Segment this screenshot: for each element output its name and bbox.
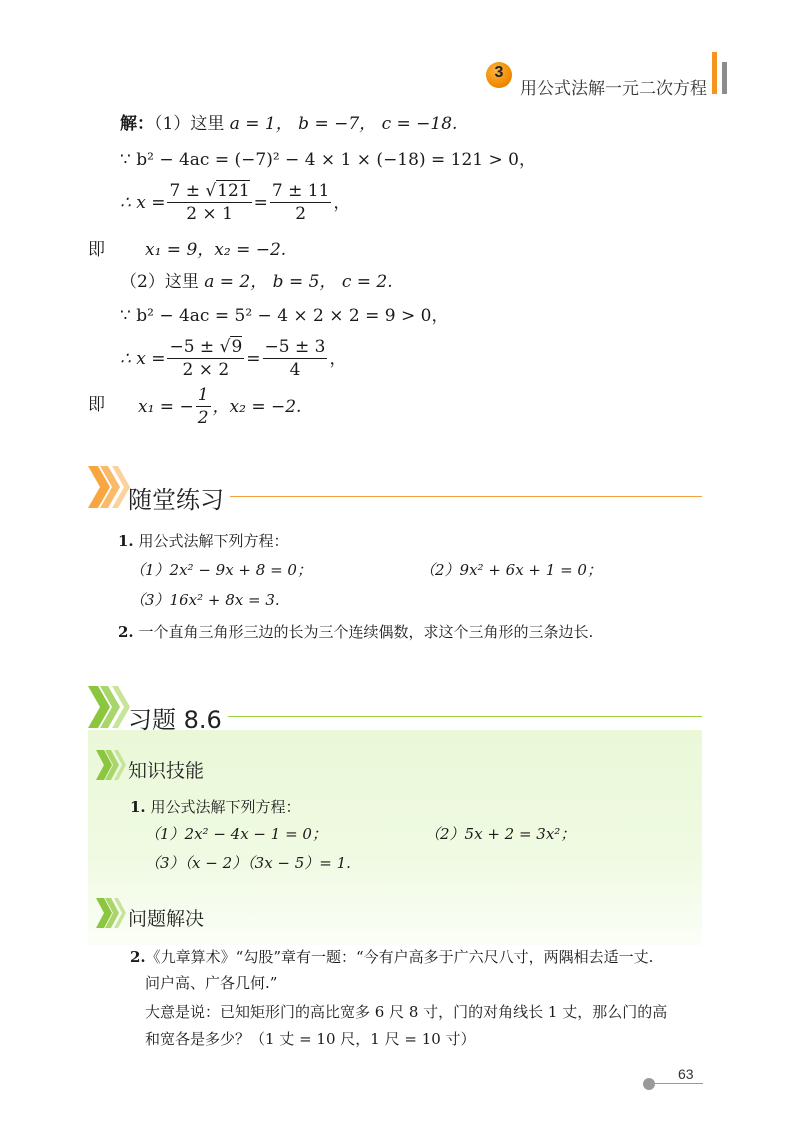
exercise-k1-item-1: （1）2x² − 4x − 1 = 0；: [145, 825, 327, 843]
exercise-p2-line4: 和宽各是多少？（1 丈 = 10 尺，1 尺 = 10 寸）: [145, 1030, 476, 1048]
chapter-title: 用公式法解一元二次方程: [520, 79, 707, 99]
exercise-p2-line1-text: 《九章算术》“勾股”章有一题：“今有户高多于广六尺八寸，两隅相去适一丈.: [145, 948, 654, 966]
p2-a: a = 2，: [204, 272, 268, 292]
p2-fraction-1: $\frac{-5 \pm √9}{2 \times 2}$: [169, 337, 243, 380]
because-symbol-2: ∵: [120, 306, 131, 326]
p2-result-b: ，x₂ = −2.: [212, 396, 302, 417]
practice-q1-text: 用公式法解下列方程：: [138, 532, 289, 550]
exercise-title: 习题 8.6: [128, 706, 222, 734]
p2-frac2-num: −5 ± 3: [264, 337, 326, 357]
p1-x-prefix: ∴ x =: [120, 192, 166, 213]
p1-frac1-radicand: 121: [217, 181, 250, 201]
p1-result: x₁ = 9，x₂ = −2.: [145, 240, 287, 260]
practice-q1-item-1: （1）2x² − 9x + 8 = 0；: [130, 561, 312, 579]
solution-p1-intro: [120, 112, 457, 136]
p1-frac1-num: 7 ±: [169, 181, 200, 201]
p1-frac2-num: 7 ± 11: [271, 181, 330, 201]
p1-c: c = −18.: [381, 114, 458, 134]
p1-discriminant: [120, 148, 536, 172]
p2-formula: [120, 336, 346, 381]
practice-q2-num: 2.: [118, 623, 134, 641]
header-bar-gray: [722, 62, 727, 94]
p1-disc-expr: b² − 4ac = (−7)² − 4 × 1 × (−18) = 121 > 0，: [136, 150, 536, 170]
problem-chevron-icon: [96, 898, 128, 928]
exercise-chevron-icon: [88, 686, 132, 728]
exercise-p2-line3: 大意是说：已知矩形门的高比宽多 6 尺 8 寸，门的对角线长 1 丈，那么门的高: [145, 1003, 668, 1021]
exercise-p2-line1: [130, 946, 653, 968]
exercise-rule: [228, 716, 702, 717]
practice-rule: [230, 496, 702, 497]
exercise-k1: [130, 796, 300, 818]
practice-chevron-icon: [88, 466, 132, 508]
p2-result-label: 即: [88, 395, 105, 415]
p1-frac2-den: 2: [295, 204, 307, 224]
p2-frac2-den: 4: [289, 360, 301, 380]
p1-frac1-den: 2 × 1: [186, 204, 233, 224]
p1-comma: ，: [333, 192, 351, 213]
footer-dot: [643, 1078, 655, 1090]
knowledge-chevron-icon: [96, 750, 128, 780]
p2-disc-expr: b² − 4ac = 5² − 4 × 2 × 2 = 9 > 0，: [136, 306, 449, 326]
p2-comma: ，: [329, 348, 347, 369]
exercise-p2-num: 2.: [130, 948, 146, 966]
because-symbol: ∵: [120, 150, 131, 170]
practice-q1-item-3: （3）16x² + 8x = 3.: [130, 591, 280, 609]
p2-result-a: x₁ = −: [138, 396, 194, 417]
practice-q1-num: 1.: [118, 532, 134, 550]
p1-result-label: 即: [88, 240, 105, 260]
p1-fraction-1: $\frac{7 \pm √121}{2 \times 1}$: [169, 181, 250, 224]
exercise-p2-line2: 问户高、广各几何.”: [145, 974, 278, 992]
practice-title: 随堂练习: [128, 486, 224, 514]
p1-intro-label: （1）这里: [154, 114, 225, 134]
p1-b: b = −7，: [298, 114, 377, 134]
solution-label: 解：: [120, 114, 154, 134]
p2-x-prefix: ∴ x =: [120, 348, 166, 369]
p2-result-half: [196, 384, 211, 429]
chapter-number-badge: 3: [486, 62, 512, 88]
p2-frac1-num: −5 ±: [169, 337, 215, 357]
p2-fraction-2: [263, 336, 328, 381]
header-bar-orange: [712, 52, 717, 94]
p2-frac1-den: 2 × 2: [182, 360, 230, 380]
exercise-k1-num: 1.: [130, 798, 146, 816]
page-number: 63: [678, 1066, 694, 1082]
practice-q1: [118, 530, 288, 552]
p2-half-den: 2: [197, 408, 209, 428]
solution-p2-intro: [120, 270, 393, 294]
p2-b: b = 5，: [272, 272, 337, 292]
p2-frac1-radicand: 9: [231, 337, 243, 357]
p2-discriminant: [120, 304, 448, 328]
p2-equals: =: [246, 348, 261, 369]
practice-q1-item-2: （2）9x² + 6x + 1 = 0；: [420, 561, 602, 579]
p2-result: [138, 384, 301, 429]
p2-intro-label: （2）这里: [120, 272, 199, 292]
p1-fraction-2: [270, 180, 332, 225]
exercise-k1-text: 用公式法解下列方程：: [150, 798, 301, 816]
practice-q2-text: 一个直角三角形三边的长为三个连续偶数，求这个三角形的三条边长.: [138, 623, 594, 641]
footer-rule: [655, 1083, 703, 1084]
p1-a: a = 1，: [229, 114, 293, 134]
exercise-k1-item-2: （2）5x + 2 = 3x²；: [425, 825, 576, 843]
p2-c: c = 2.: [341, 272, 393, 292]
p1-equals: =: [253, 192, 268, 213]
practice-q2: [118, 621, 593, 643]
p1-formula: [120, 180, 350, 225]
p2-half-num: 1: [197, 385, 209, 405]
knowledge-title: 知识技能: [128, 760, 205, 782]
problem-title: 问题解决: [128, 908, 205, 930]
exercise-k1-item-3: （3）（x − 2）（3x − 5）= 1.: [145, 854, 351, 872]
